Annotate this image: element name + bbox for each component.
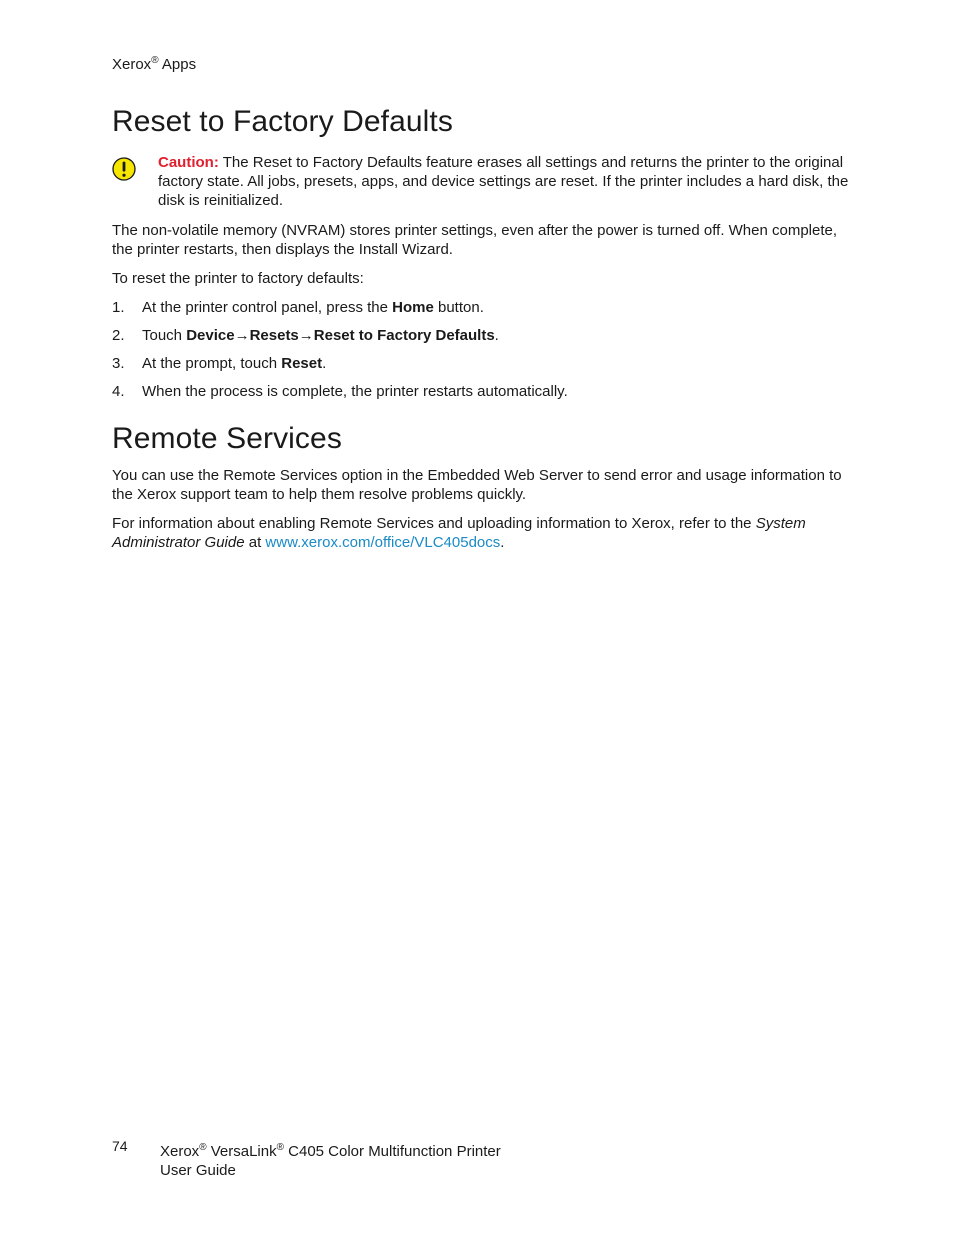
step-text: . bbox=[322, 355, 327, 372]
step-text: At the prompt, touch bbox=[142, 355, 282, 372]
page-number: 74 bbox=[112, 1138, 128, 1154]
header-section: Apps bbox=[158, 56, 197, 73]
remote-services-reference bbox=[112, 514, 852, 552]
docs-link[interactable]: www.xerox.com/office/VLC405docs bbox=[265, 534, 501, 551]
caution-label: Caution: bbox=[158, 154, 219, 171]
step-bold-resets: Resets bbox=[249, 327, 299, 344]
step-text: . bbox=[494, 327, 499, 344]
footer-product: VersaLink bbox=[206, 1143, 277, 1160]
header-registered-mark: ® bbox=[151, 55, 159, 66]
heading-remote-services: Remote Services bbox=[112, 422, 342, 455]
footer-title bbox=[160, 1138, 501, 1180]
step-number: 1. bbox=[112, 299, 125, 316]
step-text: At the printer control panel, press the bbox=[142, 299, 393, 316]
list-item bbox=[112, 354, 852, 382]
caution-body: The Reset to Factory Defaults feature erases all settings and returns the printer to the original factory state. All jobs, presets, apps, and device settings are reset. If the printer includes a hard disk, the disk is reinitialized. bbox=[158, 154, 849, 209]
arrow-icon: → bbox=[234, 327, 250, 344]
step-bold-reset: Reset bbox=[281, 355, 323, 372]
caution-icon bbox=[112, 157, 136, 181]
footer-registered-mark: ® bbox=[199, 1142, 207, 1153]
list-item bbox=[112, 298, 852, 326]
step-text: When the process is complete, the printer restarts automatically. bbox=[142, 383, 568, 400]
arrow-icon: → bbox=[298, 327, 314, 344]
nvram-paragraph: The non-volatile memory (NVRAM) stores printer settings, even after the power is turned off. When complete, the printer restarts, then displays the Install Wizard. bbox=[112, 222, 838, 258]
step-bold-reset-to-factory-defaults: Reset to Factory Defaults bbox=[313, 327, 495, 344]
reference-text: . bbox=[500, 534, 505, 551]
header-brand: Xerox bbox=[112, 56, 152, 73]
step-text: button. bbox=[433, 299, 484, 316]
caution-text bbox=[158, 153, 852, 210]
heading-reset-to-factory-defaults: Reset to Factory Defaults bbox=[112, 105, 453, 138]
step-bold-device: Device bbox=[186, 327, 235, 344]
footer-brand: Xerox bbox=[160, 1143, 200, 1160]
running-header bbox=[112, 55, 196, 73]
step-text: Touch bbox=[142, 327, 187, 344]
step-number: 4. bbox=[112, 383, 125, 400]
footer-doc-type: User Guide bbox=[160, 1162, 236, 1179]
reference-text: For information about enabling Remote Services and uploading information to Xerox, refer to the bbox=[112, 515, 756, 532]
footer-model: C405 Color Multifunction Printer bbox=[283, 1143, 501, 1160]
list-item bbox=[112, 326, 852, 354]
reset-intro: To reset the printer to factory defaults: bbox=[112, 270, 364, 287]
guide-title: System Administrator Guide bbox=[112, 515, 806, 551]
caution-note bbox=[112, 153, 852, 210]
reset-steps-list bbox=[112, 298, 852, 410]
list-item bbox=[112, 382, 852, 410]
step-number: 2. bbox=[112, 327, 125, 344]
remote-services-paragraph: You can use the Remote Services option in the Embedded Web Server to send error and usage information to the Xerox support team to help them resolve problems quickly. bbox=[112, 467, 842, 503]
reference-text: at bbox=[244, 534, 266, 551]
footer-registered-mark: ® bbox=[276, 1142, 284, 1153]
step-bold-home: Home bbox=[392, 299, 434, 316]
step-number: 3. bbox=[112, 355, 125, 372]
